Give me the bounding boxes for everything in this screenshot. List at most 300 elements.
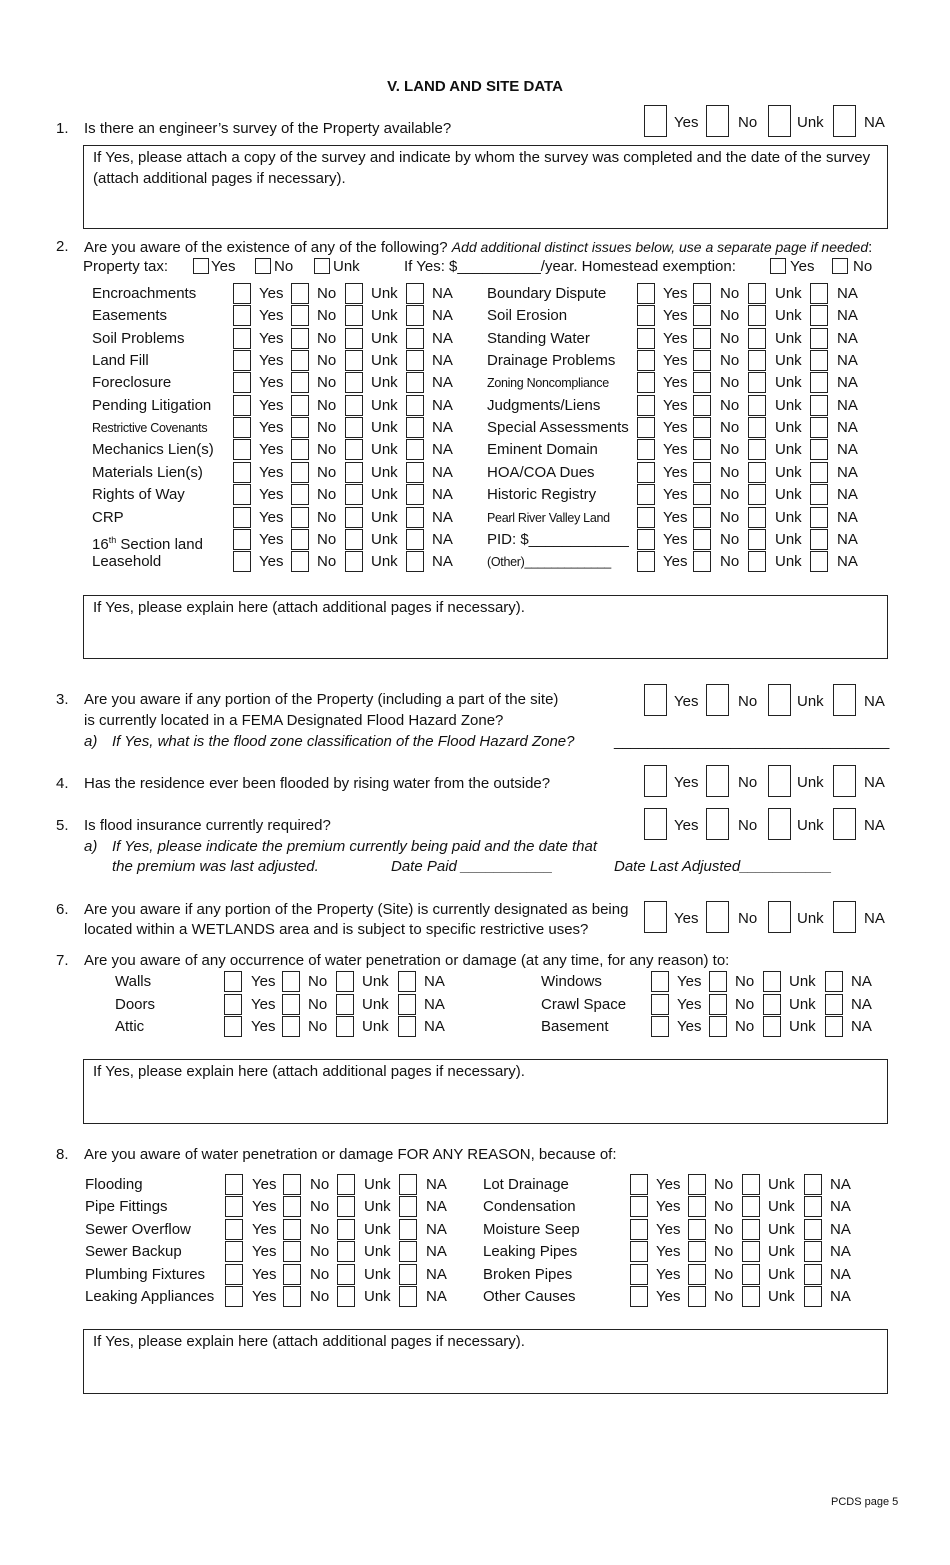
q7-right-unk-checkbox[interactable] — [763, 971, 781, 992]
q8-left-yes-checkbox[interactable] — [225, 1219, 243, 1240]
q2-right-na-checkbox[interactable] — [810, 551, 828, 572]
q6-yes-checkbox[interactable] — [644, 901, 667, 933]
q2-left-unk-checkbox[interactable] — [345, 462, 363, 483]
q2-left-na-checkbox[interactable] — [406, 529, 424, 550]
q8-right-unk-checkbox[interactable] — [742, 1286, 760, 1307]
q7-left-unk-checkbox[interactable] — [336, 1016, 354, 1037]
q1-explain-box[interactable] — [83, 145, 888, 229]
q8-left-yes-checkbox[interactable] — [225, 1196, 243, 1217]
q2-right-unk-checkbox[interactable] — [748, 439, 766, 460]
q2-right-na-option: NA — [837, 486, 858, 503]
q2-left-no-checkbox[interactable] — [291, 484, 309, 505]
q8-right-unk-option: Unk — [768, 1221, 795, 1238]
q8-left-yes-checkbox[interactable] — [225, 1286, 243, 1307]
q8-left-unk-option: Unk — [364, 1288, 391, 1305]
q8-right-yes-checkbox[interactable] — [630, 1219, 648, 1240]
q2-right-unk-checkbox[interactable] — [748, 507, 766, 528]
q2-right-unk-option: Unk — [775, 352, 802, 369]
q2-left-unk-checkbox[interactable] — [345, 395, 363, 416]
q8-right-no-option: No — [714, 1176, 734, 1193]
q6-unk-checkbox[interactable] — [768, 901, 791, 933]
q8-right-unk-checkbox[interactable] — [742, 1174, 760, 1195]
q2-right-unk-checkbox[interactable] — [748, 395, 766, 416]
q2-left-no-option: No — [317, 464, 337, 481]
q2-right-na-checkbox[interactable] — [810, 417, 828, 438]
q2-right-yes-checkbox[interactable] — [637, 328, 655, 349]
q8-right-yes-checkbox[interactable] — [630, 1286, 648, 1307]
q8-left-item-label: Sewer Overflow — [85, 1221, 191, 1238]
q7-left-na-checkbox[interactable] — [398, 1016, 416, 1037]
q2-right-no-checkbox[interactable] — [693, 372, 711, 393]
q2-right-unk-checkbox[interactable] — [748, 417, 766, 438]
q2-left-yes-checkbox[interactable] — [233, 439, 251, 460]
q8-right-yes-option: Yes — [656, 1266, 681, 1283]
q2-left-yes-checkbox[interactable] — [233, 395, 251, 416]
q2-right-unk-checkbox[interactable] — [748, 462, 766, 483]
q8-left-no-checkbox[interactable] — [283, 1196, 301, 1217]
q2-left-yes-checkbox[interactable] — [233, 484, 251, 505]
q2-left-na-option: NA — [432, 285, 453, 302]
q2-left-yes-checkbox[interactable] — [233, 529, 251, 550]
q8-left-yes-option: Yes — [252, 1176, 277, 1193]
q5-no-checkbox[interactable] — [706, 808, 729, 840]
q8-left-unk-option: Unk — [364, 1221, 391, 1238]
q8-left-no-option: No — [310, 1288, 330, 1305]
q2-left-na-checkbox[interactable] — [406, 372, 424, 393]
q2-left-yes-checkbox[interactable] — [233, 417, 251, 438]
q8-right-unk-checkbox[interactable] — [742, 1264, 760, 1285]
q7-explain-box[interactable] — [83, 1059, 888, 1124]
q2-right-na-option: NA — [837, 397, 858, 414]
q2-left-unk-checkbox[interactable] — [345, 372, 363, 393]
q2-left-unk-option: Unk — [371, 352, 398, 369]
q2-right-yes-checkbox[interactable] — [637, 507, 655, 528]
q2-explain-box[interactable] — [83, 595, 888, 659]
q2-left-unk-option: Unk — [371, 531, 398, 548]
q3-yes-checkbox[interactable] — [644, 684, 667, 716]
q7-right-no-checkbox[interactable] — [709, 994, 727, 1015]
q2-right-yes-checkbox[interactable] — [637, 529, 655, 550]
q8-right-yes-checkbox[interactable] — [630, 1174, 648, 1195]
q2-right-na-checkbox[interactable] — [810, 372, 828, 393]
q8-right-no-checkbox[interactable] — [688, 1241, 706, 1262]
q2-left-yes-checkbox[interactable] — [233, 283, 251, 304]
q8-left-na-option: NA — [426, 1243, 447, 1260]
q2-right-yes-option: Yes — [663, 509, 688, 526]
q2-left-yes-option: Yes — [259, 531, 284, 548]
q2-right-unk-checkbox[interactable] — [748, 551, 766, 572]
q2-left-unk-checkbox[interactable] — [345, 507, 363, 528]
q2-left-na-option: NA — [432, 352, 453, 369]
q2-right-unk-checkbox[interactable] — [748, 305, 766, 326]
q2-left-na-option: NA — [432, 330, 453, 347]
q2-right-yes-option: Yes — [663, 374, 688, 391]
q2-left-unk-checkbox[interactable] — [345, 551, 363, 572]
q2-left-yes-checkbox[interactable] — [233, 305, 251, 326]
q7-left-na-checkbox[interactable] — [398, 994, 416, 1015]
q2-left-yes-checkbox[interactable] — [233, 350, 251, 371]
q8-left-na-checkbox[interactable] — [399, 1219, 417, 1240]
q7-left-no-option: No — [308, 996, 328, 1013]
q8-left-na-option: NA — [426, 1288, 447, 1305]
q5-text: Is flood insurance currently required? — [84, 817, 331, 834]
q8-left-na-checkbox[interactable] — [399, 1286, 417, 1307]
q2-left-na-checkbox[interactable] — [406, 350, 424, 371]
q2-right-no-checkbox[interactable] — [693, 529, 711, 550]
q5-sub1: If Yes, please indicate the premium currently being paid and the date that — [112, 838, 598, 855]
q2-left-unk-option: Unk — [371, 285, 398, 302]
property-tax-no-checkbox[interactable] — [255, 258, 271, 274]
q2-left-unk-checkbox[interactable] — [345, 328, 363, 349]
q7-left-no-checkbox[interactable] — [282, 971, 300, 992]
q4-no-checkbox[interactable] — [706, 765, 729, 797]
q2-left-no-checkbox[interactable] — [291, 417, 309, 438]
q2-right-yes-checkbox[interactable] — [637, 283, 655, 304]
q2-right-na-checkbox[interactable] — [810, 507, 828, 528]
q4-yes-label: Yes — [674, 774, 699, 791]
q2-left-unk-checkbox[interactable] — [345, 305, 363, 326]
q8-left-na-checkbox[interactable] — [399, 1174, 417, 1195]
property-tax-unk-checkbox[interactable] — [314, 258, 330, 274]
q7-left-unk-option: Unk — [362, 973, 389, 990]
q3-na-checkbox[interactable] — [833, 684, 856, 716]
q2-left-no-option: No — [317, 397, 337, 414]
q8-right-na-option: NA — [830, 1266, 851, 1283]
q2-right-yes-checkbox[interactable] — [637, 305, 655, 326]
q8-right-no-checkbox[interactable] — [688, 1286, 706, 1307]
q7-right-yes-option: Yes — [677, 973, 702, 990]
q2-right-na-checkbox[interactable] — [810, 350, 828, 371]
q2-right-unk-option: Unk — [775, 419, 802, 436]
q2-right-na-option: NA — [837, 307, 858, 324]
q2-right-unk-option: Unk — [775, 531, 802, 548]
q2-right-na-checkbox[interactable] — [810, 395, 828, 416]
q3-no-checkbox[interactable] — [706, 684, 729, 716]
q7-right-na-checkbox[interactable] — [825, 994, 843, 1015]
q8-right-no-checkbox[interactable] — [688, 1196, 706, 1217]
q2-left-na-checkbox[interactable] — [406, 283, 424, 304]
q2-right-yes-checkbox[interactable] — [637, 417, 655, 438]
q2-right-no-checkbox[interactable] — [693, 395, 711, 416]
q2-left-yes-checkbox[interactable] — [233, 372, 251, 393]
q3-line1: Are you aware if any portion of the Property (including a part of the site) — [84, 691, 559, 708]
q2-right-yes-checkbox[interactable] — [637, 372, 655, 393]
q8-left-item-label: Sewer Backup — [85, 1243, 182, 1260]
q2-right-no-checkbox[interactable] — [693, 417, 711, 438]
q2-left-unk-checkbox[interactable] — [345, 484, 363, 505]
q7-left-na-checkbox[interactable] — [398, 971, 416, 992]
q2-right-na-option: NA — [837, 419, 858, 436]
q8-right-yes-checkbox[interactable] — [630, 1264, 648, 1285]
q7-left-item-label: Doors — [115, 996, 156, 1013]
q2-right-na-checkbox[interactable] — [810, 283, 828, 304]
q2-left-no-checkbox[interactable] — [291, 350, 309, 371]
q8-left-unk-checkbox[interactable] — [337, 1286, 355, 1307]
q8-right-no-checkbox[interactable] — [688, 1219, 706, 1240]
q7-right-yes-checkbox[interactable] — [651, 994, 669, 1015]
section16-prefix: 16 — [92, 536, 109, 553]
q2-right-yes-option: Yes — [663, 441, 688, 458]
q8-left-yes-checkbox[interactable] — [225, 1264, 243, 1285]
q7-left-item-label: Walls — [115, 973, 152, 990]
q8-left-no-option: No — [310, 1221, 330, 1238]
q4-na-checkbox[interactable] — [833, 765, 856, 797]
q2-question: Are you aware of the existence of any of the following? — [84, 239, 448, 256]
date-adjusted-field[interactable]: Date Last Adjusted___________ — [614, 858, 832, 875]
q6-no-checkbox[interactable] — [706, 901, 729, 933]
q2-left-no-checkbox[interactable] — [291, 529, 309, 550]
q2-left-yes-checkbox[interactable] — [233, 462, 251, 483]
q2-left-yes-checkbox[interactable] — [233, 551, 251, 572]
q7-right-unk-checkbox[interactable] — [763, 994, 781, 1015]
q8-left-unk-option: Unk — [364, 1198, 391, 1215]
q2-right-unk-checkbox[interactable] — [748, 529, 766, 550]
q7-left-no-checkbox[interactable] — [282, 1016, 300, 1037]
q2-number: 2. — [56, 238, 69, 255]
q8-left-unk-checkbox[interactable] — [337, 1196, 355, 1217]
section16-sup: th — [108, 535, 117, 545]
q2-right-no-checkbox[interactable] — [693, 551, 711, 572]
q5-unk-checkbox[interactable] — [768, 808, 791, 840]
q2-right-na-checkbox[interactable] — [810, 484, 828, 505]
q4-unk-checkbox[interactable] — [768, 765, 791, 797]
q4-yes-checkbox[interactable] — [644, 765, 667, 797]
q2-right-unk-checkbox[interactable] — [748, 484, 766, 505]
q2-left-unk-checkbox[interactable] — [345, 529, 363, 550]
q2-left-unk-checkbox[interactable] — [345, 350, 363, 371]
q2-right-item-label: Historic Registry — [487, 486, 597, 503]
q7-left-unk-option: Unk — [362, 1018, 389, 1035]
q7-right-no-option: No — [735, 1018, 755, 1035]
q2-left-na-checkbox[interactable] — [406, 328, 424, 349]
q2-left-na-checkbox[interactable] — [406, 305, 424, 326]
q2-left-unk-checkbox[interactable] — [345, 283, 363, 304]
q7-left-na-option: NA — [424, 1018, 445, 1035]
q2-left-na-checkbox[interactable] — [406, 395, 424, 416]
q8-left-unk-option: Unk — [364, 1243, 391, 1260]
q2-right-no-option: No — [720, 397, 740, 414]
q8-right-unk-option: Unk — [768, 1288, 795, 1305]
q8-right-na-checkbox[interactable] — [804, 1264, 822, 1285]
q2-left-na-checkbox[interactable] — [406, 551, 424, 572]
q8-explain-box[interactable] — [83, 1329, 888, 1394]
q8-left-na-checkbox[interactable] — [399, 1241, 417, 1262]
q7-left-unk-checkbox[interactable] — [336, 994, 354, 1015]
q2-left-no-option: No — [317, 374, 337, 391]
q8-right-na-checkbox[interactable] — [804, 1219, 822, 1240]
q8-right-yes-option: Yes — [656, 1221, 681, 1238]
q2-left-no-checkbox[interactable] — [291, 283, 309, 304]
q2-right-no-checkbox[interactable] — [693, 507, 711, 528]
date-paid-field[interactable]: Date Paid ___________ — [391, 858, 553, 875]
q8-right-unk-checkbox[interactable] — [742, 1219, 760, 1240]
q2-right-no-option: No — [720, 464, 740, 481]
q2-left-na-option: NA — [432, 397, 453, 414]
q8-right-no-checkbox[interactable] — [688, 1264, 706, 1285]
q2-right-no-checkbox[interactable] — [693, 350, 711, 371]
q2-right-no-checkbox[interactable] — [693, 439, 711, 460]
q2-left-na-checkbox[interactable] — [406, 462, 424, 483]
q2-right-no-checkbox[interactable] — [693, 283, 711, 304]
q7-right-item-label: Windows — [541, 973, 602, 990]
q8-left-yes-checkbox[interactable] — [225, 1174, 243, 1195]
q2-text — [84, 238, 872, 257]
q7-left-yes-checkbox[interactable] — [224, 1016, 242, 1037]
q8-left-yes-option: Yes — [252, 1288, 277, 1305]
q8-left-yes-checkbox[interactable] — [225, 1241, 243, 1262]
q5-yes-checkbox[interactable] — [644, 808, 667, 840]
q7-right-unk-checkbox[interactable] — [763, 1016, 781, 1037]
q8-left-na-option: NA — [426, 1176, 447, 1193]
q2-right-unk-option: Unk — [775, 285, 802, 302]
q8-left-yes-option: Yes — [252, 1221, 277, 1238]
q7-left-yes-option: Yes — [251, 996, 276, 1013]
q2-left-unk-checkbox[interactable] — [345, 417, 363, 438]
q2-left-no-checkbox[interactable] — [291, 372, 309, 393]
q2-right-yes-checkbox[interactable] — [637, 439, 655, 460]
q2-right-unk-checkbox[interactable] — [748, 328, 766, 349]
q2-right-na-checkbox[interactable] — [810, 462, 828, 483]
q2-left-no-checkbox[interactable] — [291, 395, 309, 416]
q8-right-na-checkbox[interactable] — [804, 1174, 822, 1195]
q2-right-unk-checkbox[interactable] — [748, 283, 766, 304]
q7-left-yes-checkbox[interactable] — [224, 994, 242, 1015]
q8-left-unk-checkbox[interactable] — [337, 1174, 355, 1195]
q8-right-unk-checkbox[interactable] — [742, 1241, 760, 1262]
q2-right-item-label: Boundary Dispute — [487, 285, 607, 302]
q2-left-na-option: NA — [432, 307, 453, 324]
q2-left-no-checkbox[interactable] — [291, 507, 309, 528]
q8-left-unk-checkbox[interactable] — [337, 1219, 355, 1240]
q7-left-no-checkbox[interactable] — [282, 994, 300, 1015]
q7-right-item-label: Crawl Space — [541, 996, 627, 1013]
q2-left-no-checkbox[interactable] — [291, 305, 309, 326]
q2-left-na-option: NA — [432, 486, 453, 503]
q2-right-no-checkbox[interactable] — [693, 462, 711, 483]
q8-left-unk-checkbox[interactable] — [337, 1264, 355, 1285]
q2-left-na-checkbox[interactable] — [406, 507, 424, 528]
homestead-no-checkbox[interactable] — [832, 258, 848, 274]
q8-left-no-checkbox[interactable] — [283, 1219, 301, 1240]
q2-left-na-checkbox[interactable] — [406, 484, 424, 505]
q2-left-na-checkbox[interactable] — [406, 417, 424, 438]
q3-na-label: NA — [864, 693, 885, 710]
q2-right-yes-option: Yes — [663, 307, 688, 324]
q2-right-yes-option: Yes — [663, 553, 688, 570]
q7-right-na-option: NA — [851, 973, 872, 990]
q2-right-yes-checkbox[interactable] — [637, 350, 655, 371]
q7-right-no-checkbox[interactable] — [709, 1016, 727, 1037]
q2-right-yes-checkbox[interactable] — [637, 484, 655, 505]
q2-right-unk-option: Unk — [775, 330, 802, 347]
q2-left-item-label: Pending Litigation — [92, 397, 212, 414]
q2-left-item-label: Encroachments — [92, 285, 197, 302]
q2-right-no-checkbox[interactable] — [693, 328, 711, 349]
q7-right-no-checkbox[interactable] — [709, 971, 727, 992]
q2-right-na-checkbox[interactable] — [810, 529, 828, 550]
q7-right-na-checkbox[interactable] — [825, 971, 843, 992]
q2-right-yes-checkbox[interactable] — [637, 462, 655, 483]
q8-right-na-checkbox[interactable] — [804, 1286, 822, 1307]
q2-left-no-checkbox[interactable] — [291, 328, 309, 349]
q8-left-no-checkbox[interactable] — [283, 1241, 301, 1262]
q2-left-no-checkbox[interactable] — [291, 462, 309, 483]
q2-right-na-checkbox[interactable] — [810, 328, 828, 349]
q7-left-unk-checkbox[interactable] — [336, 971, 354, 992]
q8-left-no-checkbox[interactable] — [283, 1264, 301, 1285]
q1-yes-checkbox[interactable] — [644, 105, 667, 137]
q8-left-no-checkbox[interactable] — [283, 1286, 301, 1307]
q2-left-no-checkbox[interactable] — [291, 551, 309, 572]
property-tax-yes-checkbox[interactable] — [193, 258, 209, 274]
q2-right-yes-option: Yes — [663, 531, 688, 548]
q2-left-yes-checkbox[interactable] — [233, 328, 251, 349]
q7-left-yes-checkbox[interactable] — [224, 971, 242, 992]
q6-na-checkbox[interactable] — [833, 901, 856, 933]
q2-right-no-checkbox[interactable] — [693, 484, 711, 505]
q1-unk-label: Unk — [797, 114, 824, 131]
q8-right-na-checkbox[interactable] — [804, 1241, 822, 1262]
q2-left-item-label: Rights of Way — [92, 486, 185, 503]
q8-left-unk-checkbox[interactable] — [337, 1241, 355, 1262]
q8-right-yes-checkbox[interactable] — [630, 1241, 648, 1262]
q7-right-na-checkbox[interactable] — [825, 1016, 843, 1037]
q8-left-na-checkbox[interactable] — [399, 1264, 417, 1285]
homestead-yes-checkbox[interactable] — [770, 258, 786, 274]
q8-right-yes-checkbox[interactable] — [630, 1196, 648, 1217]
q2-right-yes-checkbox[interactable] — [637, 395, 655, 416]
q2-right-item-label: (Other)_____________ — [487, 555, 611, 569]
q2-right-no-checkbox[interactable] — [693, 305, 711, 326]
q8-right-na-checkbox[interactable] — [804, 1196, 822, 1217]
q2-right-na-option: NA — [837, 531, 858, 548]
q8-left-item-label: Leaking Appliances — [85, 1288, 215, 1305]
q8-right-no-option: No — [714, 1221, 734, 1238]
q2-right-unk-checkbox[interactable] — [748, 372, 766, 393]
q2-right-na-checkbox[interactable] — [810, 439, 828, 460]
q2-left-na-checkbox[interactable] — [406, 439, 424, 460]
q2-left-yes-checkbox[interactable] — [233, 507, 251, 528]
q1-no-checkbox[interactable] — [706, 105, 729, 137]
q2-left-no-option: No — [317, 531, 337, 548]
q2-left-item-label: Leasehold — [92, 553, 162, 570]
q7-right-yes-checkbox[interactable] — [651, 971, 669, 992]
q5-na-checkbox[interactable] — [833, 808, 856, 840]
q8-left-no-checkbox[interactable] — [283, 1174, 301, 1195]
q1-unk-checkbox[interactable] — [768, 105, 791, 137]
q8-right-no-checkbox[interactable] — [688, 1174, 706, 1195]
q8-left-na-checkbox[interactable] — [399, 1196, 417, 1217]
q1-na-checkbox[interactable] — [833, 105, 856, 137]
q2-right-na-checkbox[interactable] — [810, 305, 828, 326]
q3-unk-checkbox[interactable] — [768, 684, 791, 716]
q5-unk-label: Unk — [797, 817, 824, 834]
q8-right-unk-checkbox[interactable] — [742, 1196, 760, 1217]
q2-right-unk-checkbox[interactable] — [748, 350, 766, 371]
q7-right-yes-checkbox[interactable] — [651, 1016, 669, 1037]
q8-right-item-label: Leaking Pipes — [483, 1243, 578, 1260]
q2-left-unk-checkbox[interactable] — [345, 439, 363, 460]
q2-right-item-label: Judgments/Liens — [487, 397, 601, 414]
q2-right-yes-checkbox[interactable] — [637, 551, 655, 572]
q5-sub-label: a) — [84, 838, 98, 855]
q8-right-item-label: Lot Drainage — [483, 1176, 569, 1193]
q2-left-no-checkbox[interactable] — [291, 439, 309, 460]
q2-left-na-option: NA — [432, 464, 453, 481]
q2-left-yes-option: Yes — [259, 374, 284, 391]
q3-zone-blank[interactable]: _________________________________ — [614, 733, 890, 750]
homestead-no-label: No — [853, 258, 873, 275]
